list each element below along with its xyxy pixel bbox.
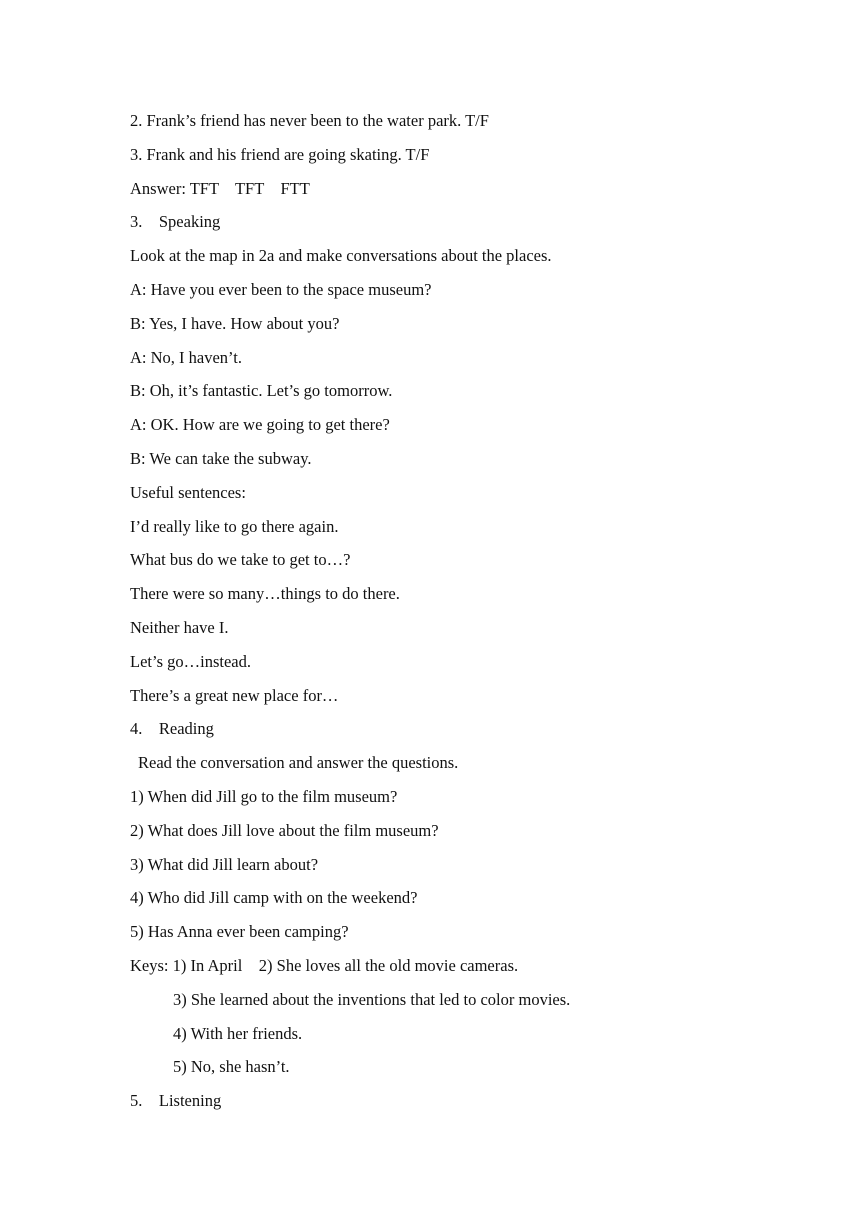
useful-sentences-heading: Useful sentences: [130, 482, 246, 502]
section-heading-listening: 5. Listening [130, 1091, 222, 1111]
keys-line: 5) No, she hasn’t. [173, 1057, 290, 1077]
keys-line: 4) With her friends. [173, 1023, 303, 1043]
useful-sentence: What bus do we take to get to…? [130, 550, 351, 570]
question-line: 4) Who did Jill camp with on the weekend? [130, 888, 418, 908]
useful-sentence: I’d really like to go there again. [130, 516, 339, 536]
text-line: 3. Frank and his friend are going skating. T/F [130, 144, 430, 164]
dialogue-line: B: Oh, it’s fantastic. Let’s go tomorrow. [130, 381, 393, 401]
question-line: 3) What did Jill learn about? [130, 854, 319, 874]
dialogue-line: A: No, I haven’t. [130, 347, 242, 367]
question-line: 1) When did Jill go to the film museum? [130, 786, 398, 806]
useful-sentence: Neither have I. [130, 617, 229, 637]
document-body [130, 110, 810, 1124]
instruction-line: Read the conversation and answer the questions. [138, 753, 459, 773]
text-line: 2. Frank’s friend has never been to the water park. T/F [130, 111, 489, 130]
dialogue-line: B: We can take the subway. [130, 448, 312, 468]
text-line: Look at the map in 2a and make conversations about the places. [130, 246, 552, 266]
section-heading-speaking: 3. Speaking [130, 212, 221, 232]
keys-line: Keys: 1) In April 2) She loves all the old movie cameras. [130, 955, 519, 975]
dialogue-line: B: Yes, I have. How about you? [130, 313, 340, 333]
question-line: 2) What does Jill love about the film museum? [130, 820, 439, 840]
section-heading-reading: 4. Reading [130, 719, 214, 739]
dialogue-line: A: OK. How are we going to get there? [130, 415, 390, 435]
useful-sentence: Let’s go…instead. [130, 651, 251, 671]
answer-line: Answer: TFT TFT FTT [130, 178, 310, 198]
dialogue-line: A: Have you ever been to the space museum? [130, 279, 432, 299]
useful-sentence: There’s a great new place for… [130, 685, 339, 705]
useful-sentence: There were so many…things to do there. [130, 584, 400, 604]
keys-line: 3) She learned about the inventions that led to color movies. [173, 989, 571, 1009]
question-line: 5) Has Anna ever been camping? [130, 922, 349, 942]
